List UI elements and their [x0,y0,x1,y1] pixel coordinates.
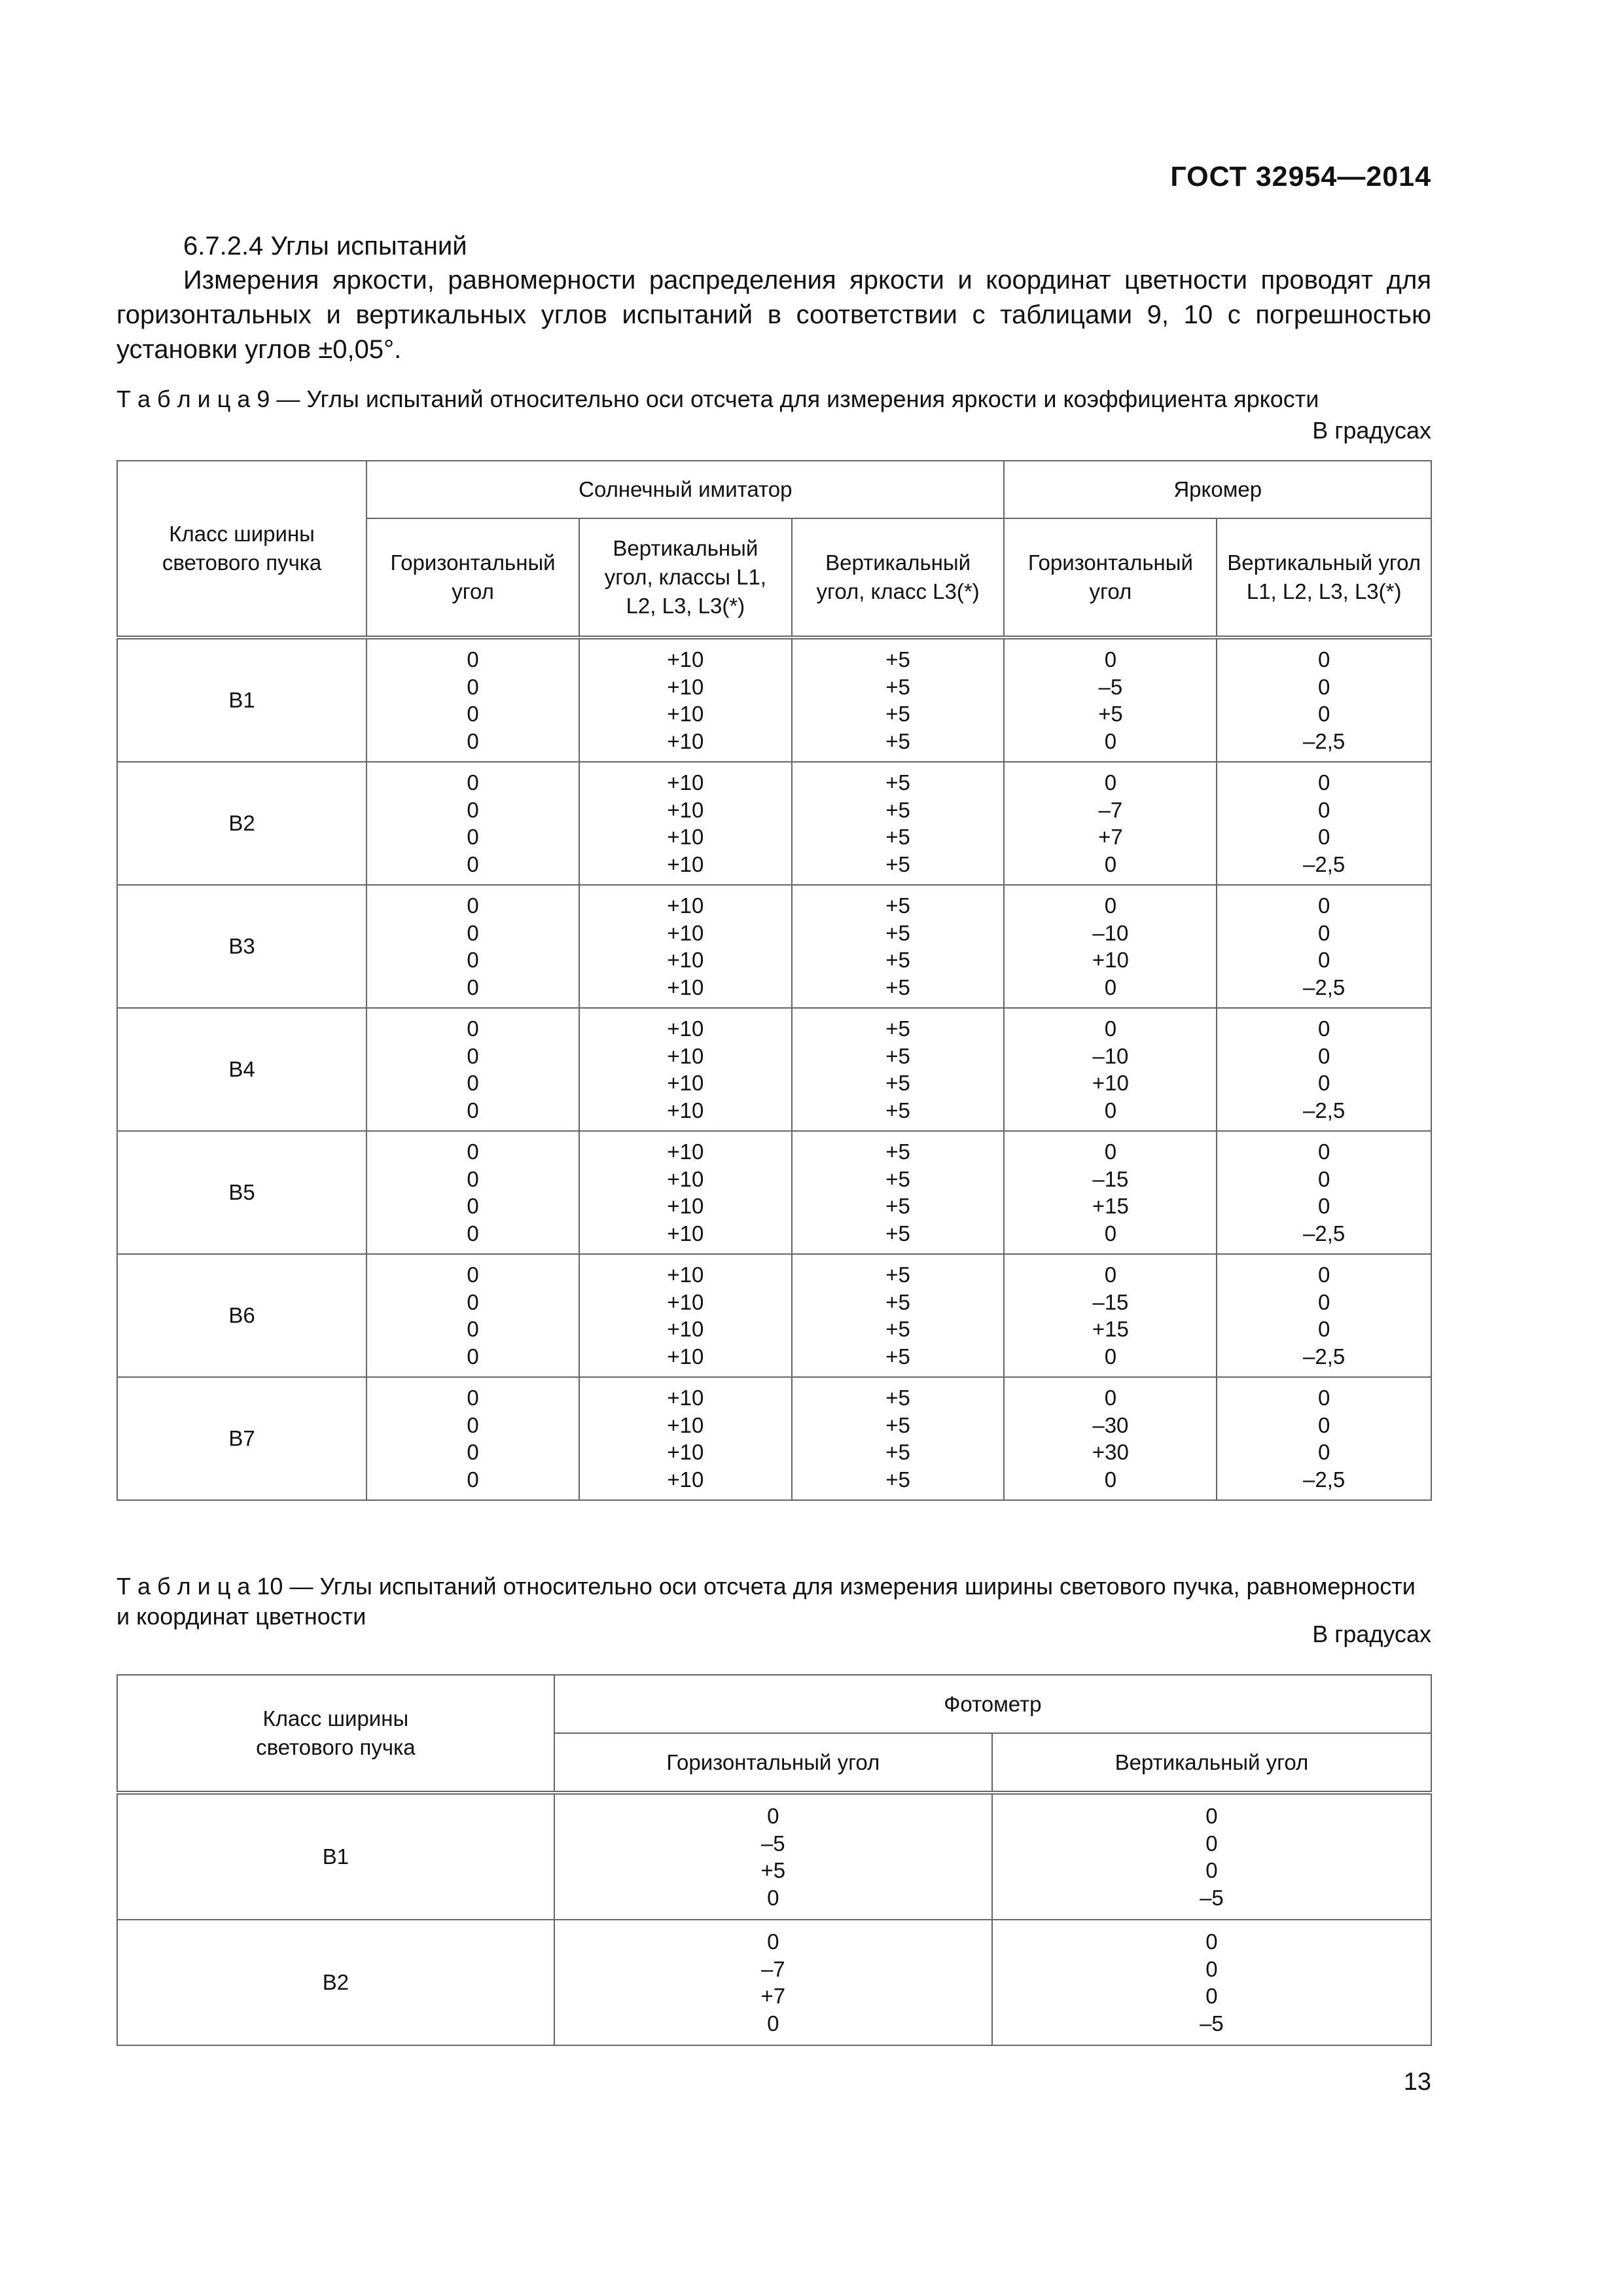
t9-c2-cell [579,885,792,1008]
t9-c3-cell-values: +5 +5 +5 +5 [885,1263,910,1369]
t9-c4-cell-values: 0 –30 +30 0 [1092,1386,1129,1492]
table-10 [116,1674,1432,2046]
t10-class-cell-values: B1 [322,1844,349,1869]
t10-horizontal-cell [554,1920,992,2045]
t9-c5-cell [1217,1131,1431,1254]
t9-c5-cell [1217,1008,1431,1131]
t10-vertical-cell [992,1920,1431,2045]
t9-class-cell [117,762,366,885]
t9-c3-cell-values: +5 +5 +5 +5 [885,647,910,753]
t9-c2-cell [579,1254,792,1377]
t9-c1-cell [366,1008,579,1131]
t9-c1-cell [366,1377,579,1500]
t9-class-cell [117,1131,366,1254]
t9-header-sim-vertical-l3: Вертикальный угол, класс L3(*) [792,518,1005,637]
t9-c1-cell-values: 0 0 0 0 [467,1263,479,1369]
t9-header-lm-horizontal: Горизонтальный угол [1004,518,1217,637]
t9-class-cell-values: B3 [228,934,255,959]
t9-class-cell-values: B6 [228,1303,255,1328]
t10-vertical-cell-values: 0 0 0 –5 [1200,1929,1224,2036]
t9-c1-cell-values: 0 0 0 0 [467,893,479,999]
paragraph-text: Измерения яркости, равномерности распределения яркости и координат цветности проводят для горизонтальных и вертикальных углов испытаний в соответствии с таблицами 9, 10 с погрешностью установки углов ±0,05°. [116,266,1431,364]
t9-c1-cell-values: 0 0 0 0 [467,1386,479,1492]
t9-c2-cell [579,1377,792,1500]
t9-c2-cell-values: +10 +10 +10 +10 [667,770,704,876]
t10-header-horizontal: Горизонтальный угол [554,1733,992,1793]
table-row [117,1377,1431,1500]
t9-c2-cell [579,1008,792,1131]
t9-c5-cell [1217,1377,1431,1500]
t9-header-sim-horizontal: Горизонтальный угол [366,518,579,637]
table-row [117,1920,1431,2045]
t9-c4-cell-values: 0 –10 +10 0 [1092,893,1129,999]
t10-horizontal-cell-values: 0 –7 +7 0 [760,1929,786,2036]
t10-header-class: Класс ширины светового пучка [117,1675,554,1793]
t9-c3-cell [792,1131,1005,1254]
t9-c4-cell-values: 0 –5 +5 0 [1098,647,1123,753]
t10-horizontal-cell [554,1793,992,1920]
t9-c4-cell [1004,1377,1217,1500]
t9-c3-cell [792,1254,1005,1377]
t9-c4-cell [1004,637,1217,762]
t9-c3-cell-values: +5 +5 +5 +5 [885,770,910,876]
t9-c1-cell [366,762,579,885]
t10-class-cell [117,1920,554,2045]
section-paragraph [116,263,1431,367]
t9-header-sim-vertical-l123: Вертикальный угол, классы L1, L2, L3, L3(*) [579,518,792,637]
t9-header-class: Класс ширины светового пучка [117,461,366,637]
t9-c3-cell-values: +5 +5 +5 +5 [885,893,910,999]
t10-class-cell-values: B2 [322,1970,349,1995]
table9-caption: Т а б л и ц а 9 — Углы испытаний относительно оси отсчета для измерения яркости и коэффициента яркости [116,386,1319,412]
section-heading: 6.7.2.4 Углы испытаний [183,232,467,260]
t9-c5-cell-values: 0 0 0 –2,5 [1303,1016,1346,1122]
t10-body [117,1793,1431,2045]
t9-c4-cell-values: 0 –15 +15 0 [1092,1139,1129,1246]
t9-c2-cell-values: +10 +10 +10 +10 [667,893,704,999]
t9-c3-cell [792,1008,1005,1131]
page-number: 13 [1403,2068,1431,2096]
table-row [117,1008,1431,1131]
t9-c1-cell-values: 0 0 0 0 [467,770,479,876]
t9-class-cell-values: B5 [228,1180,255,1205]
t9-class-cell [117,1254,366,1377]
t9-c3-cell [792,762,1005,885]
t9-c2-cell [579,637,792,762]
t9-c3-cell-values: +5 +5 +5 +5 [885,1139,910,1246]
t9-class-cell [117,885,366,1008]
t9-c2-cell-values: +10 +10 +10 +10 [667,1263,704,1369]
t9-header-luminance-meter: Яркомер [1004,461,1431,518]
table10-caption: Т а б л и ц а 10 — Углы испытаний относительно оси отсчета для измерения ширины светового пучка, равномерности и координат цветности [116,1573,1416,1630]
table-row [117,1793,1431,1920]
table-row [117,1131,1431,1254]
t9-c4-cell-values: 0 –7 +7 0 [1098,770,1123,876]
t9-c4-cell-values: 0 –15 +15 0 [1092,1263,1129,1369]
t9-c3-cell [792,1377,1005,1500]
table-row [117,1254,1431,1377]
t9-c4-cell [1004,1254,1217,1377]
table9-units: В градусах [1312,417,1431,444]
t9-class-cell-values: B1 [228,688,255,713]
t9-c5-cell-values: 0 0 0 –2,5 [1303,893,1346,999]
table-row [117,637,1431,762]
table-9 [116,460,1432,1501]
t10-vertical-cell-values: 0 0 0 –5 [1200,1804,1224,1910]
document-id: ГОСТ 32954—2014 [1170,161,1431,192]
t9-c5-cell [1217,637,1431,762]
t9-class-cell-values: B7 [228,1426,255,1451]
t9-c1-cell [366,885,579,1008]
t9-class-cell-values: B4 [228,1057,255,1082]
t9-header-simulator: Солнечный имитатор [366,461,1004,518]
t9-c5-cell-values: 0 0 0 –2,5 [1303,1386,1346,1492]
t9-c1-cell [366,1131,579,1254]
t9-c4-cell [1004,1008,1217,1131]
t9-c1-cell-values: 0 0 0 0 [467,1016,479,1122]
t9-c2-cell [579,1131,792,1254]
t9-c3-cell [792,637,1005,762]
t9-c2-cell [579,762,792,885]
t9-c3-cell [792,885,1005,1008]
t9-body [117,637,1431,1500]
t9-header-lm-vertical: Вертикальный угол L1, L2, L3, L3(*) [1217,518,1431,637]
t9-c1-cell-values: 0 0 0 0 [467,1139,479,1246]
table10-units: В градусах [1312,1621,1431,1647]
t9-c4-cell [1004,885,1217,1008]
t9-c1-cell [366,1254,579,1377]
t9-c5-cell-values: 0 0 0 –2,5 [1303,1139,1346,1246]
table-row [117,762,1431,885]
t9-c5-cell [1217,885,1431,1008]
t9-c5-cell-values: 0 0 0 –2,5 [1303,1263,1346,1369]
t10-header-vertical: Вертикальный угол [992,1733,1431,1793]
t10-vertical-cell [992,1793,1431,1920]
t9-c5-cell-values: 0 0 0 –2,5 [1303,647,1346,753]
t10-class-cell [117,1793,554,1920]
t9-c1-cell [366,637,579,762]
t9-class-cell [117,637,366,762]
t9-c4-cell [1004,762,1217,885]
t9-c5-cell [1217,762,1431,885]
t9-c2-cell-values: +10 +10 +10 +10 [667,1016,704,1122]
t9-c4-cell [1004,1131,1217,1254]
t10-horizontal-cell-values: 0 –5 +5 0 [760,1804,786,1910]
t9-class-cell-values: B2 [228,811,255,836]
t9-c1-cell-values: 0 0 0 0 [467,647,479,753]
t9-class-cell [117,1377,366,1500]
t9-c2-cell-values: +10 +10 +10 +10 [667,1139,704,1246]
t9-c5-cell-values: 0 0 0 –2,5 [1303,770,1346,876]
t9-c5-cell [1217,1254,1431,1377]
t9-c2-cell-values: +10 +10 +10 +10 [667,647,704,753]
table-row [117,885,1431,1008]
t9-class-cell [117,1008,366,1131]
t9-c4-cell-values: 0 –10 +10 0 [1092,1016,1129,1122]
t9-c2-cell-values: +10 +10 +10 +10 [667,1386,704,1492]
t9-c3-cell-values: +5 +5 +5 +5 [885,1386,910,1492]
t10-header-photometer: Фотометр [554,1675,1431,1733]
t9-c3-cell-values: +5 +5 +5 +5 [885,1016,910,1122]
